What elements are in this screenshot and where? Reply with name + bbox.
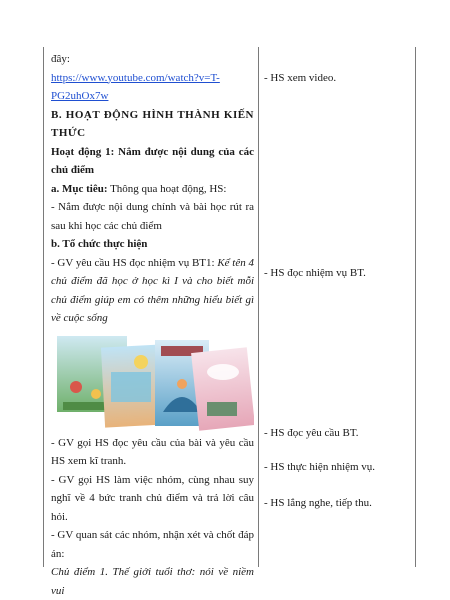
lesson-table [43, 47, 416, 597]
youtube-link[interactable]: https://www.youtube.com/watch?v=T-PG2uhOx7w [51, 71, 220, 102]
goal-text: Thông qua hoạt động, HS: [107, 182, 227, 195]
student-do-task: - HS thực hiện nhiệm vụ. [264, 461, 376, 473]
goal-label: a. Mục tiêu: [51, 182, 108, 195]
topic-illustrations [51, 332, 254, 432]
org-label: b. Tổ chức thực hiện [51, 238, 148, 250]
para-read-request: - GV gọi HS đọc yêu cầu của bài và yêu cầu HS xem kĩ tranh. [51, 436, 254, 467]
topic-illustrations-graphic [51, 332, 254, 432]
student-listen: - HS lắng nghe, tiếp thu. [264, 497, 372, 509]
student-column [264, 47, 410, 567]
task-paragraph [51, 254, 254, 328]
task-italic: Kể tên 4 chủ điểm đã học ở học kì I và cho biết mỗi chủ điểm giúp em có thêm những hiểu biết gì về cuộc sống [51, 256, 254, 324]
student-read-request: - HS đọc yêu cầu BT. [264, 427, 359, 439]
goal-item: - Nắm được nội dung chính và bài học rút ra sau khi học các chủ điểm [51, 201, 254, 232]
intro-text: đây: [51, 53, 70, 65]
column-divider [258, 47, 259, 567]
student-read-task: - HS đọc nhiệm vụ BT. [264, 267, 366, 279]
goal-line [51, 180, 254, 199]
activity1-heading: Hoạt động 1: Nắm được nội dung của các chủ điểm [51, 145, 254, 176]
para-group-work: - GV gọi HS làm việc nhóm, cùng nhau suy nghĩ về 4 bức tranh chủ điểm và trả lời câu hỏi. [51, 473, 254, 523]
student-watch-video: - HS xem video. [264, 72, 337, 84]
illustration-card-4 [191, 347, 254, 430]
teacher-column [51, 50, 254, 600]
para-observe: - GV quan sát các nhóm, nhận xét và chốt đáp án: [51, 529, 254, 560]
para-topic1: Chủ điểm 1. Thế giới tuổi thơ: nói về niềm vui [51, 566, 254, 597]
section-b-heading: B. HOẠT ĐỘNG HÌNH THÀNH KIẾN THỨC [51, 108, 254, 139]
task-prefix: - GV yêu cầu HS đọc nhiệm vụ BT1: [51, 256, 218, 269]
